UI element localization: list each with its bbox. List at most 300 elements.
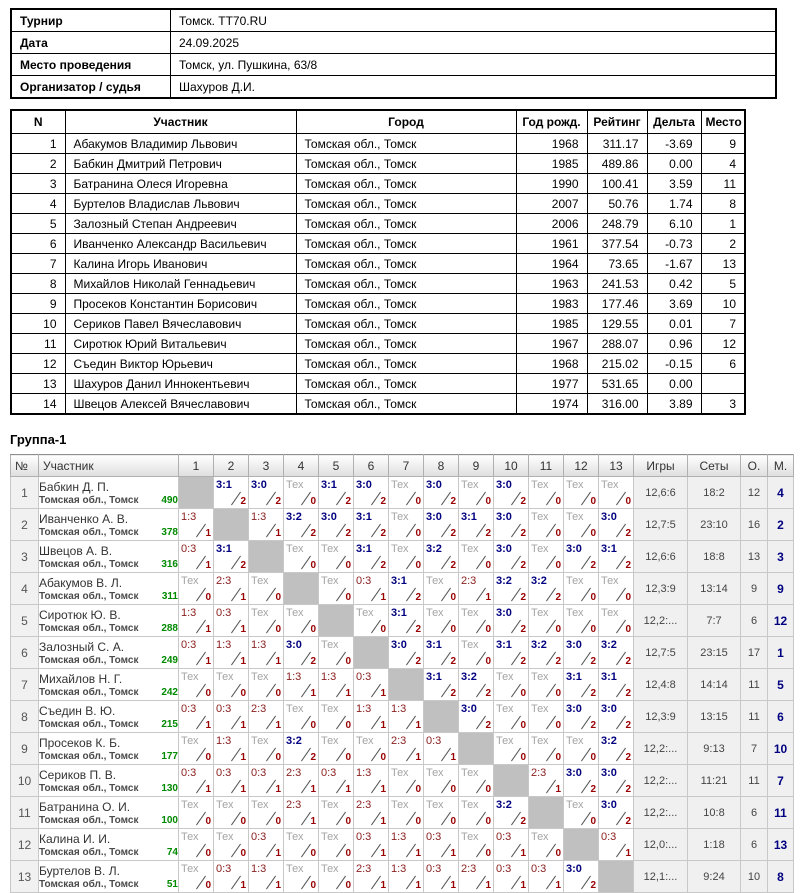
participant-delta: -0.15 (647, 354, 701, 374)
score-points: 1 (380, 720, 386, 731)
player-cell (39, 509, 179, 541)
score-value: 3:2 (496, 575, 512, 587)
participant-n: 9 (11, 294, 65, 314)
player-cell (39, 797, 179, 829)
score-value: 0:3 (181, 543, 197, 555)
score-points: 1 (415, 720, 421, 731)
participant-place: 12 (701, 334, 745, 354)
matrix-header-sets: Сеты (688, 455, 741, 477)
score-value: Тех (601, 479, 619, 491)
matrix-score-cell (494, 509, 529, 541)
sets-cell: 23:15 (688, 637, 741, 669)
score-value: Тех (461, 767, 479, 779)
participant-name: Бабкин Дмитрий Петрович (65, 154, 296, 174)
score-points: 1 (205, 656, 211, 667)
participants-table (10, 109, 746, 415)
score-value: 3:1 (391, 607, 407, 619)
score-points: 0 (485, 848, 491, 859)
games-cell: 12,6:6 (634, 477, 688, 509)
participant-year: 1985 (516, 154, 587, 174)
matrix-score-cell (249, 701, 284, 733)
info-row (11, 76, 776, 99)
score-value: Тех (251, 735, 269, 747)
score-value: 0:3 (181, 703, 197, 715)
matrix-score-cell (564, 541, 599, 573)
score-value: Тех (566, 575, 584, 587)
matrix-header-row (11, 455, 794, 477)
participant-place: 8 (701, 194, 745, 214)
player-number: 3 (11, 541, 39, 573)
score-points: 1 (450, 752, 456, 763)
score-value: Тех (391, 479, 409, 491)
info-label: Турнир (11, 9, 171, 32)
participant-year: 1983 (516, 294, 587, 314)
matrix-score-cell (389, 765, 424, 797)
score-points: 2 (520, 496, 526, 507)
participant-place: 10 (701, 294, 745, 314)
participant-city: Томская обл., Томск (296, 254, 516, 274)
score-value: 3:0 (496, 511, 512, 523)
score-value: 3:2 (601, 735, 617, 747)
score-points: 0 (555, 848, 561, 859)
score-points: 2 (625, 656, 631, 667)
score-points: 2 (625, 688, 631, 699)
player-name: Калина И. И. (39, 831, 111, 846)
matrix-score-cell (284, 477, 319, 509)
player-rating: 249 (161, 654, 178, 666)
participant-year: 2006 (516, 214, 587, 234)
matrix-score-cell (284, 797, 319, 829)
score-points: 2 (345, 528, 351, 539)
points-cell: 9 (741, 573, 768, 605)
matrix-score-cell (284, 733, 319, 765)
score-points: 1 (380, 784, 386, 795)
score-value: 2:3 (356, 799, 372, 811)
matrix-score-cell (529, 509, 564, 541)
score-value: 3:1 (601, 543, 617, 555)
matrix-score-cell (599, 605, 634, 637)
sets-cell: 1:18 (688, 829, 741, 861)
score-points: 0 (345, 752, 351, 763)
matrix-score-cell (354, 733, 389, 765)
matrix-score-cell (249, 861, 284, 893)
participant-rating: 241.53 (587, 274, 647, 294)
score-value: 1:3 (356, 703, 372, 715)
player-rating: 378 (161, 526, 178, 538)
score-points: 1 (310, 688, 316, 699)
participant-place: 2 (701, 234, 745, 254)
score-points: 0 (485, 656, 491, 667)
score-value: Тех (496, 671, 514, 683)
score-value: 1:3 (181, 607, 197, 619)
participant-city: Томская обл., Томск (296, 354, 516, 374)
player-subline (39, 559, 178, 570)
matrix-score-cell (354, 573, 389, 605)
participant-delta: 1.74 (647, 194, 701, 214)
matrix-diagonal-cell (319, 605, 354, 637)
games-cell: 12,6:6 (634, 541, 688, 573)
score-points: 2 (590, 560, 596, 571)
participant-rating: 377.54 (587, 234, 647, 254)
score-value: 3:1 (461, 511, 477, 523)
score-value: 3:2 (286, 735, 302, 747)
score-points: 1 (240, 592, 246, 603)
place-cell: 3 (768, 541, 794, 573)
player-region: Томская обл., Томск (39, 846, 139, 858)
score-value: 3:2 (531, 575, 547, 587)
participant-row (11, 334, 745, 354)
participant-place: 5 (701, 274, 745, 294)
score-points: 0 (555, 752, 561, 763)
score-points: 0 (590, 528, 596, 539)
score-points: 2 (625, 720, 631, 731)
score-value: Тех (391, 767, 409, 779)
participant-rating: 288.07 (587, 334, 647, 354)
score-value: 3:0 (566, 639, 582, 651)
score-value: 3:0 (496, 543, 512, 555)
matrix-score-cell (494, 541, 529, 573)
player-name: Просеков К. Б. (39, 735, 121, 750)
place-cell: 8 (768, 861, 794, 893)
score-value: 3:1 (426, 639, 442, 651)
score-value: 0:3 (251, 831, 267, 843)
player-subline (39, 687, 178, 698)
score-points: 0 (590, 592, 596, 603)
participant-rating: 248.79 (587, 214, 647, 234)
matrix-score-cell (284, 829, 319, 861)
participant-place (701, 374, 745, 394)
matrix-header-place: М. (768, 455, 794, 477)
participant-delta: -3.69 (647, 134, 701, 154)
score-value: 1:3 (181, 511, 197, 523)
player-name: Буртелов В. Л. (39, 863, 120, 878)
player-number: 5 (11, 605, 39, 637)
points-cell: 12 (741, 477, 768, 509)
score-value: 3:2 (531, 639, 547, 651)
score-points: 0 (450, 784, 456, 795)
score-value: 1:3 (321, 671, 337, 683)
participant-rating: 50.76 (587, 194, 647, 214)
matrix-score-cell (284, 861, 319, 893)
participant-city: Томская обл., Томск (296, 154, 516, 174)
player-name: Сериков П. В. (39, 767, 117, 782)
score-value: Тех (426, 799, 444, 811)
score-value: Тех (321, 703, 339, 715)
score-value: Тех (531, 511, 549, 523)
score-value: 3:1 (426, 671, 442, 683)
matrix-score-cell (564, 733, 599, 765)
matrix-score-cell (599, 701, 634, 733)
player-cell (39, 477, 179, 509)
place-cell: 11 (768, 797, 794, 829)
matrix-score-cell (599, 477, 634, 509)
participant-row (11, 134, 745, 154)
participant-name: Абакумов Владимир Львович (65, 134, 296, 154)
score-points: 1 (275, 720, 281, 731)
participant-year: 2007 (516, 194, 587, 214)
score-points: 2 (310, 656, 316, 667)
score-value: 3:2 (461, 671, 477, 683)
score-points: 2 (625, 560, 631, 571)
score-points: 0 (485, 816, 491, 827)
matrix-score-cell (354, 701, 389, 733)
score-value: Тех (251, 799, 269, 811)
score-points: 0 (590, 816, 596, 827)
score-value: Тех (321, 543, 339, 555)
info-value: Томск. TT70.RU (171, 9, 777, 32)
participant-place: 9 (701, 134, 745, 154)
score-points: 0 (310, 720, 316, 731)
player-number: 10 (11, 765, 39, 797)
matrix-diagonal-cell (564, 829, 599, 861)
participant-n: 14 (11, 394, 65, 415)
participant-rating: 316.00 (587, 394, 647, 415)
score-points: 0 (415, 560, 421, 571)
matrix-score-cell (214, 605, 249, 637)
matrix-score-cell (599, 829, 634, 861)
matrix-score-cell (459, 797, 494, 829)
player-rating: 74 (166, 846, 178, 858)
score-value: Тех (286, 543, 304, 555)
matrix-diagonal-cell (494, 765, 529, 797)
matrix-score-cell (284, 509, 319, 541)
participant-city: Томская обл., Томск (296, 334, 516, 354)
score-points: 1 (310, 784, 316, 795)
points-cell: 7 (741, 733, 768, 765)
matrix-score-cell (249, 477, 284, 509)
matrix-score-cell (389, 733, 424, 765)
score-points: 0 (625, 592, 631, 603)
score-value: 1:3 (286, 671, 302, 683)
place-cell: 4 (768, 477, 794, 509)
place-cell: 10 (768, 733, 794, 765)
place-cell: 1 (768, 637, 794, 669)
matrix-score-cell (529, 541, 564, 573)
score-points: 2 (450, 528, 456, 539)
matrix-score-cell (389, 861, 424, 893)
participants-header-cell: Год рожд. (516, 110, 587, 134)
games-cell: 12,4:8 (634, 669, 688, 701)
score-points: 0 (450, 592, 456, 603)
player-number: 1 (11, 477, 39, 509)
score-value: Тех (426, 767, 444, 779)
score-points: 0 (625, 624, 631, 635)
matrix-score-cell (179, 669, 214, 701)
participants-header-cell: N (11, 110, 65, 134)
participants-header-cell: Рейтинг (587, 110, 647, 134)
player-region: Томская обл., Томск (39, 814, 139, 826)
score-points: 0 (590, 624, 596, 635)
score-points: 0 (450, 624, 456, 635)
matrix-row (11, 701, 794, 733)
score-value: 3:0 (356, 479, 372, 491)
player-rating: 316 (161, 558, 178, 570)
matrix-score-cell (389, 573, 424, 605)
player-region: Томская обл., Томск (39, 526, 139, 538)
participant-city: Томская обл., Томск (296, 174, 516, 194)
score-points: 0 (380, 752, 386, 763)
score-points: 0 (415, 528, 421, 539)
player-region: Томская обл., Томск (39, 750, 139, 762)
sets-cell: 18:2 (688, 477, 741, 509)
score-value: 3:0 (566, 703, 582, 715)
score-points: 1 (205, 720, 211, 731)
matrix-diagonal-cell (179, 477, 214, 509)
matrix-score-cell (354, 541, 389, 573)
score-points: 0 (345, 816, 351, 827)
participants-header-cell: Участник (65, 110, 296, 134)
matrix-row (11, 573, 794, 605)
matrix-score-cell (529, 605, 564, 637)
score-value: 3:1 (601, 671, 617, 683)
score-points: 0 (240, 688, 246, 699)
score-value: Тех (216, 799, 234, 811)
matrix-score-cell (354, 605, 389, 637)
matrix-score-cell (179, 861, 214, 893)
score-value: 0:3 (356, 575, 372, 587)
score-points: 0 (555, 688, 561, 699)
matrix-score-cell (284, 701, 319, 733)
matrix-score-cell (179, 509, 214, 541)
matrix-score-cell (389, 797, 424, 829)
score-value: 0:3 (321, 767, 337, 779)
score-value: 0:3 (181, 767, 197, 779)
participant-n: 4 (11, 194, 65, 214)
matrix-diagonal-cell (354, 637, 389, 669)
points-cell: 16 (741, 509, 768, 541)
score-value: Тех (181, 863, 199, 875)
score-points: 1 (345, 784, 351, 795)
player-cell (39, 861, 179, 893)
matrix-row (11, 669, 794, 701)
participant-row (11, 254, 745, 274)
score-points: 0 (205, 848, 211, 859)
score-points: 2 (520, 816, 526, 827)
score-points: 1 (275, 784, 281, 795)
participant-n: 12 (11, 354, 65, 374)
participant-row (11, 274, 745, 294)
score-value: 3:1 (216, 479, 232, 491)
score-points: 1 (240, 784, 246, 795)
score-value: 0:3 (216, 607, 232, 619)
score-points: 2 (485, 528, 491, 539)
score-points: 1 (555, 784, 561, 795)
score-value: Тех (321, 735, 339, 747)
matrix-header-games: Игры (634, 455, 688, 477)
participants-header-cell: Место (701, 110, 745, 134)
score-value: 3:0 (391, 639, 407, 651)
score-value: Тех (181, 575, 199, 587)
score-value: 2:3 (286, 767, 302, 779)
player-subline (39, 495, 178, 506)
participant-row (11, 314, 745, 334)
participant-year: 1985 (516, 314, 587, 334)
participants-body (11, 134, 745, 415)
score-points: 1 (485, 880, 491, 891)
matrix-row (11, 733, 794, 765)
matrix-score-cell (179, 637, 214, 669)
matrix-header-col: 7 (389, 455, 424, 477)
score-value: Тех (461, 543, 479, 555)
matrix-header-points: О. (741, 455, 768, 477)
points-cell: 11 (741, 669, 768, 701)
score-value: 3:1 (566, 671, 582, 683)
matrix-score-cell (249, 637, 284, 669)
score-points: 2 (310, 528, 316, 539)
player-name: Батранина О. И. (39, 799, 131, 814)
score-value: 1:3 (391, 703, 407, 715)
score-value: Тех (531, 735, 549, 747)
score-points: 2 (415, 656, 421, 667)
points-cell: 13 (741, 541, 768, 573)
score-points: 0 (205, 688, 211, 699)
score-points: 2 (485, 688, 491, 699)
participant-n: 2 (11, 154, 65, 174)
score-points: 2 (450, 496, 456, 507)
matrix-score-cell (319, 669, 354, 701)
matrix-score-cell (249, 733, 284, 765)
matrix-row (11, 829, 794, 861)
score-points: 1 (485, 592, 491, 603)
player-cell (39, 573, 179, 605)
score-value: 2:3 (461, 863, 477, 875)
score-value: Тех (286, 831, 304, 843)
matrix-score-cell (319, 701, 354, 733)
matrix-score-cell (179, 573, 214, 605)
score-points: 2 (625, 752, 631, 763)
participant-city: Томская обл., Томск (296, 374, 516, 394)
score-value: 0:3 (531, 863, 547, 875)
participant-city: Томская обл., Томск (296, 394, 516, 415)
matrix-score-cell (599, 733, 634, 765)
participant-year: 1968 (516, 134, 587, 154)
matrix-header-col: 3 (249, 455, 284, 477)
score-value: 3:1 (356, 543, 372, 555)
matrix-score-cell (599, 797, 634, 829)
score-points: 2 (520, 528, 526, 539)
matrix-score-cell (389, 477, 424, 509)
score-value: 0:3 (496, 831, 512, 843)
matrix-score-cell (319, 509, 354, 541)
matrix-score-cell (214, 829, 249, 861)
sets-cell: 9:24 (688, 861, 741, 893)
info-value: Шахуров Д.И. (171, 76, 777, 99)
score-points: 1 (240, 656, 246, 667)
player-subline (39, 719, 178, 730)
player-rating: 130 (161, 782, 178, 794)
matrix-score-cell (284, 669, 319, 701)
score-points: 1 (205, 560, 211, 571)
player-name: Швецов А. В. (39, 543, 113, 558)
matrix-score-cell (564, 861, 599, 893)
score-points: 2 (555, 592, 561, 603)
participant-year: 1974 (516, 394, 587, 415)
matrix-score-cell (459, 637, 494, 669)
score-value: 3:2 (286, 511, 302, 523)
participant-year: 1963 (516, 274, 587, 294)
score-points: 2 (345, 496, 351, 507)
matrix-header-col: 12 (564, 455, 599, 477)
player-cell (39, 733, 179, 765)
player-region: Томская обл., Томск (39, 718, 139, 730)
player-region: Томская обл., Томск (39, 558, 139, 570)
score-points: 2 (415, 592, 421, 603)
matrix-score-cell (179, 797, 214, 829)
score-points: 1 (380, 816, 386, 827)
score-points: 1 (275, 528, 281, 539)
score-points: 1 (240, 720, 246, 731)
games-cell: 12,2:... (634, 765, 688, 797)
